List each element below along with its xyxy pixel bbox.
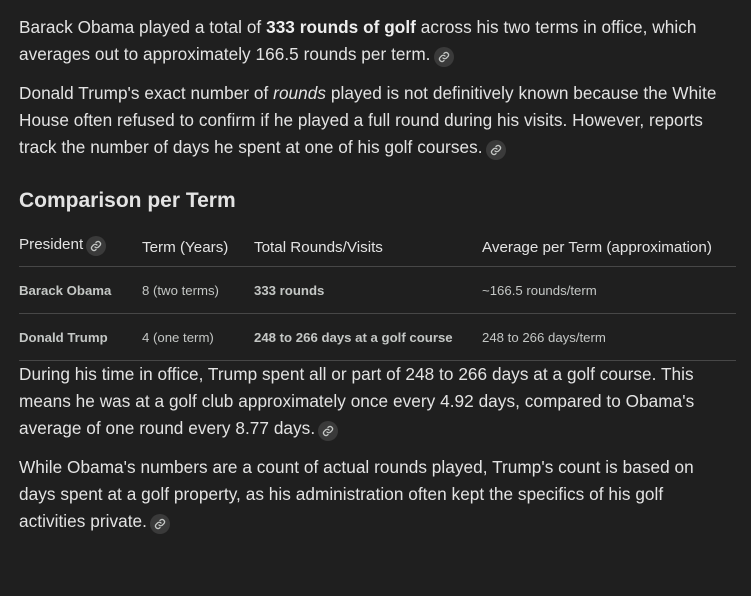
source-link-button[interactable] — [86, 236, 106, 256]
table-cell: Barack Obama — [19, 267, 142, 314]
source-link-button[interactable] — [434, 47, 454, 67]
table-cell: 248 to 266 days at a golf course — [254, 314, 482, 361]
link-icon — [154, 518, 166, 530]
paragraph-text: Donald Trump's exact number of — [19, 83, 274, 103]
paragraph-trump — [19, 80, 732, 161]
table-row — [19, 314, 736, 361]
comparison-table — [19, 236, 736, 361]
table-row — [19, 267, 736, 314]
paragraph-text: across his two terms in office, which averages out to approximately 166.5 rounds per term. — [19, 17, 697, 64]
table-cell: Donald Trump — [19, 314, 142, 361]
link-icon — [322, 425, 334, 437]
table-cell: 333 rounds — [254, 267, 482, 314]
emphasis-text: rounds — [273, 83, 327, 103]
section-heading: Comparison per Term — [19, 189, 236, 212]
table-cell: ~166.5 rounds/term — [482, 267, 736, 314]
source-link-button[interactable] — [318, 421, 338, 441]
table-cell: 8 (two terms) — [142, 267, 254, 314]
paragraph-text: During his time in office, Trump spent all or part of 248 to 266 days at a golf course. This means he was at a golf club approximately once every 4.92 days, compared to Obama's average of one round every 8.77 days. — [19, 364, 695, 438]
table-header-row — [19, 236, 736, 267]
source-link-button[interactable] — [486, 140, 506, 160]
header-president — [19, 236, 142, 267]
header-label: President — [19, 236, 84, 253]
link-icon — [490, 144, 502, 156]
paragraph-obama — [19, 14, 732, 68]
paragraph-counting-note — [19, 454, 732, 535]
header-average: Average per Term (approximation) — [482, 236, 736, 267]
header-total: Total Rounds/Visits — [254, 236, 482, 267]
header-term: Term (Years) — [142, 236, 254, 267]
table-cell: 4 (one term) — [142, 314, 254, 361]
paragraph-text: While Obama's numbers are a count of actual rounds played, Trump's count is based on days spent at a golf property, as his administration often kept the specifics of his golf activities private. — [19, 457, 694, 531]
paragraph-text: played is not definitively known because the White House often refused to confirm if he played a full round during his visits. However, reports track the number of days he spent at one of his golf courses. — [19, 83, 717, 157]
link-icon — [438, 51, 450, 63]
highlight-text: 333 rounds of golf — [266, 17, 416, 37]
link-icon — [90, 240, 102, 252]
paragraph-golf-days — [19, 361, 732, 442]
paragraph-text: Barack Obama played a total of — [19, 17, 267, 37]
table-cell: 248 to 266 days/term — [482, 314, 736, 361]
source-link-button[interactable] — [150, 514, 170, 534]
